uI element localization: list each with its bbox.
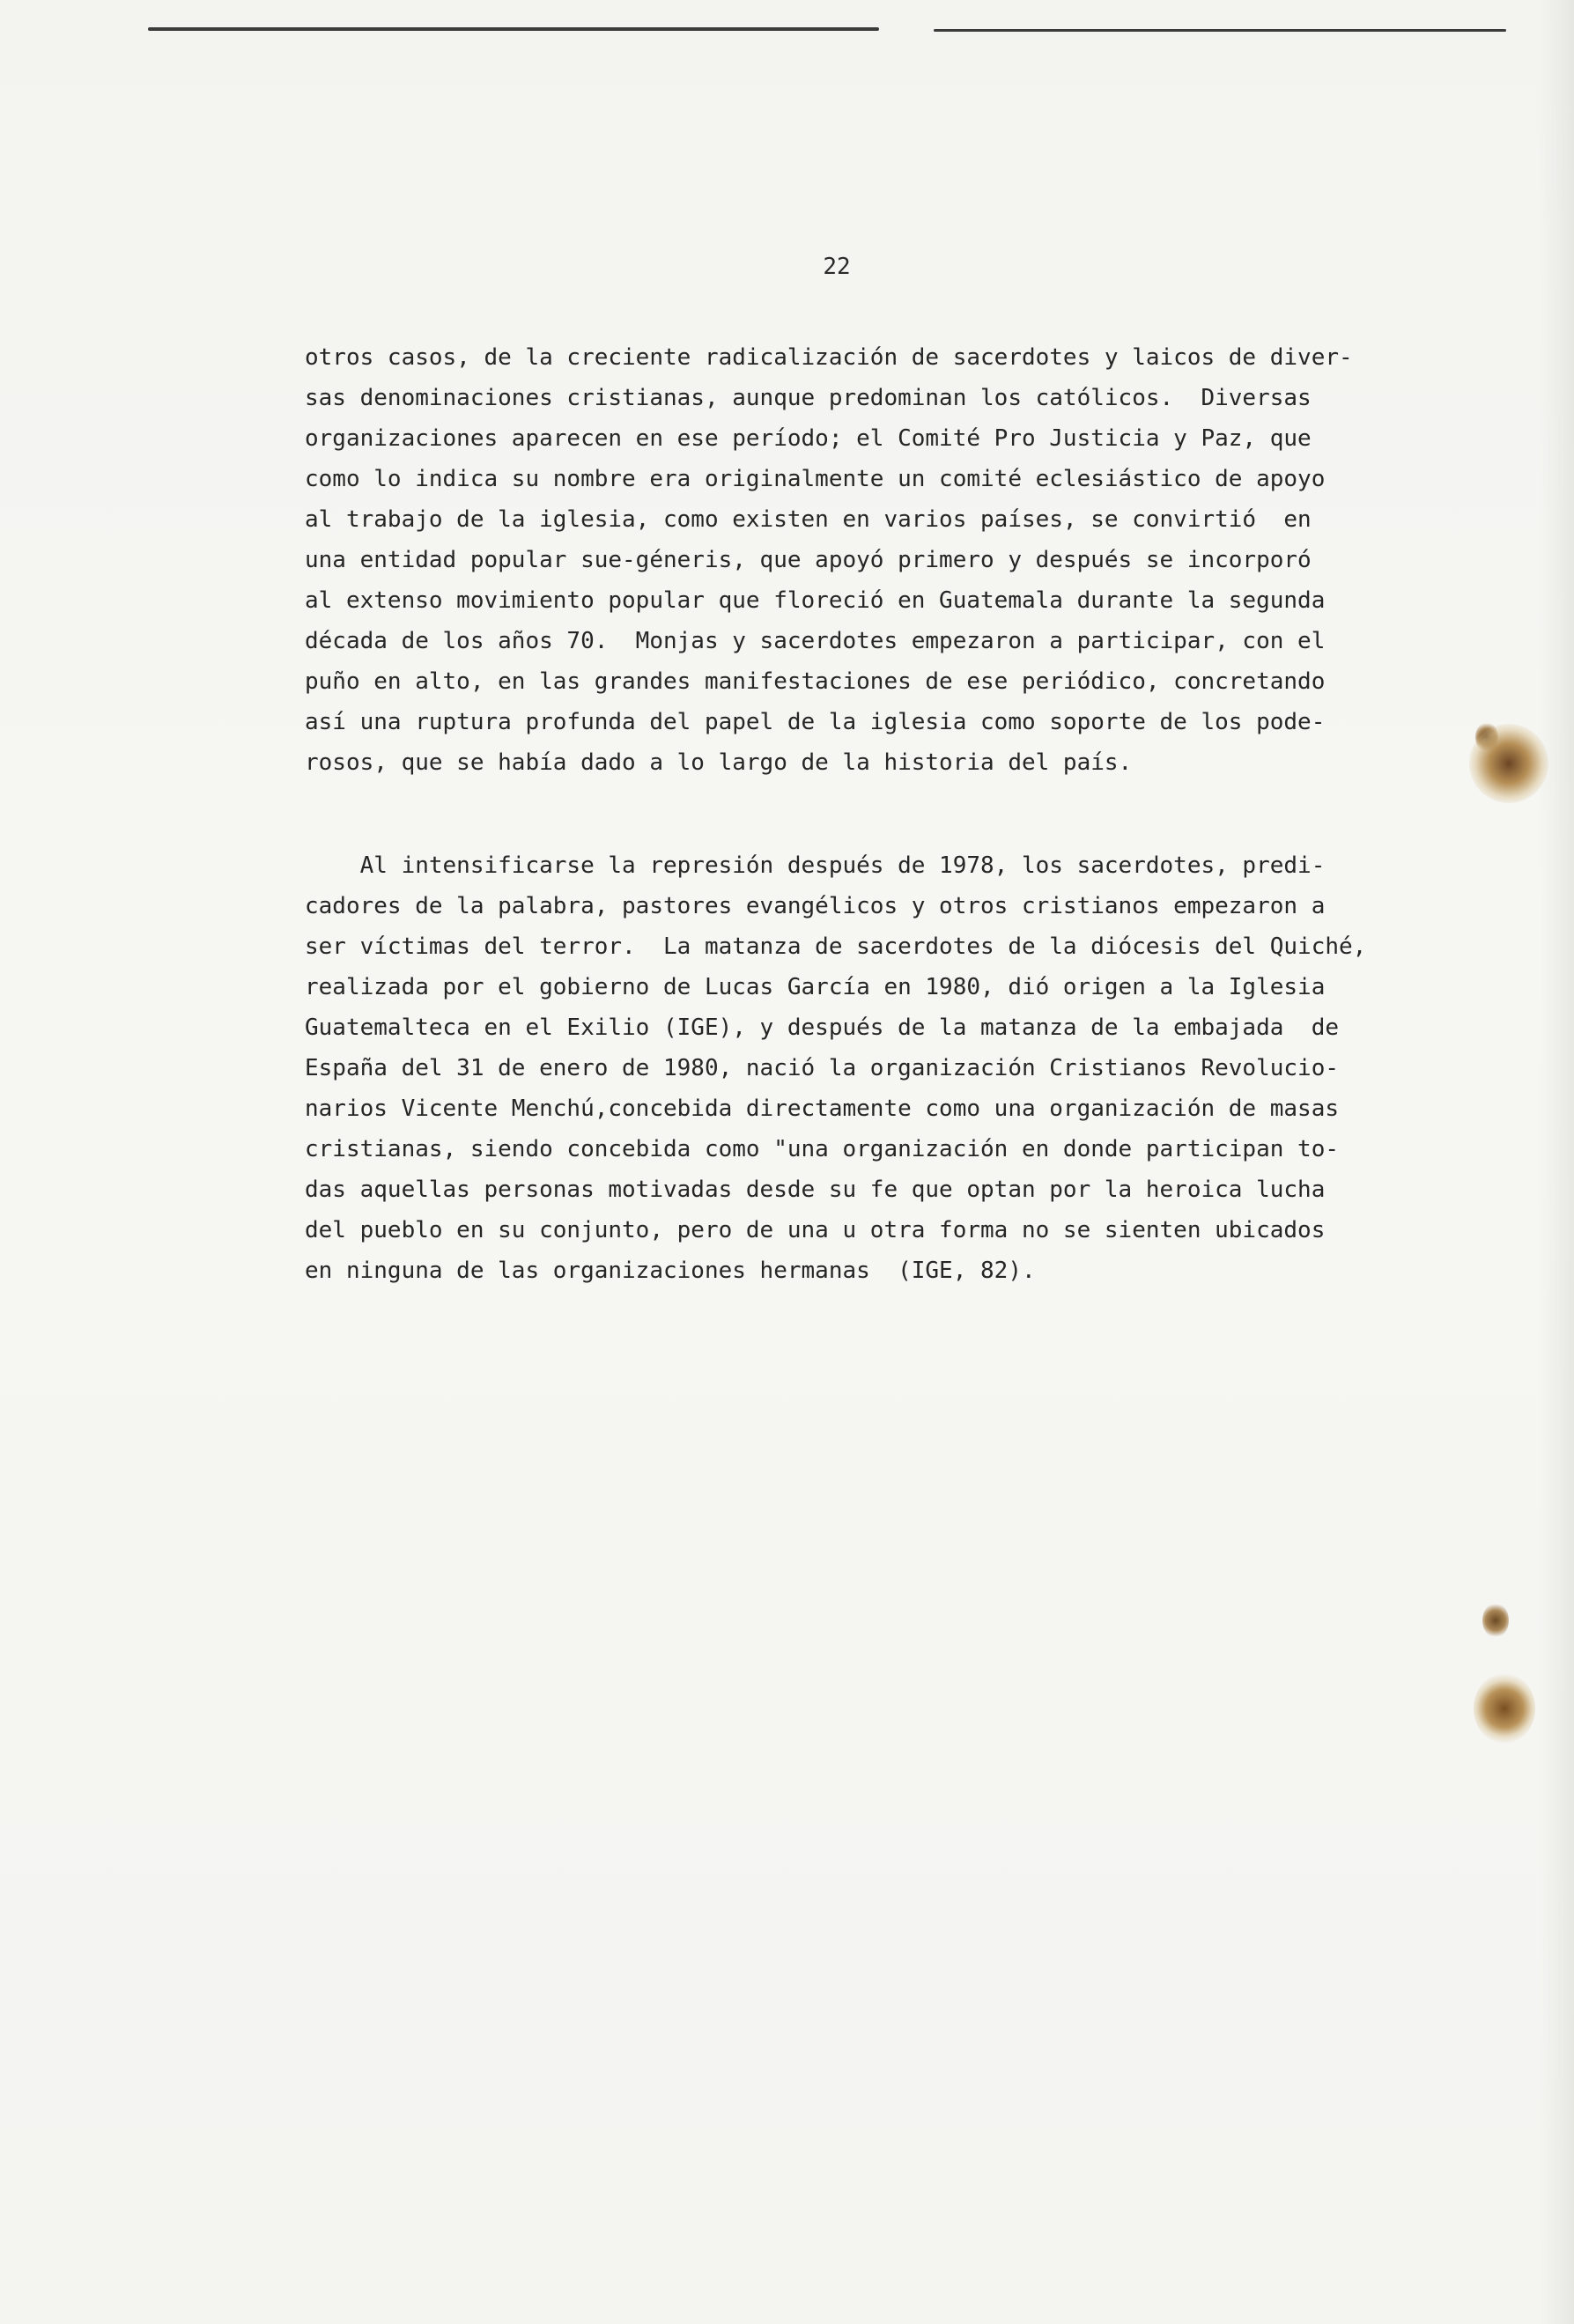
stain-mark [1469,724,1548,803]
text-line: en ninguna de las organizaciones hermanas (IGE, 82). [305,1258,1036,1284]
text-line: puño en alto, en las grandes manifestaciones de ese periódico, concretando [305,668,1326,695]
text-line: al trabajo de la iglesia, como existen en varios países, se convirtió en [305,506,1312,533]
text-line: del pueblo en su conjunto, pero de una u otra forma no se sienten ubicados [305,1217,1326,1243]
text-line: ser víctimas del terror. La matanza de sacerdotes de la diócesis del Quiché, [305,933,1367,960]
paragraph-1 [305,337,1397,783]
text-line: organizaciones aparecen en ese período; el Comité Pro Justicia y Paz, que [305,425,1312,452]
text-line: das aquellas personas motivadas desde su fe que optan por la heroica lucha [305,1177,1326,1203]
text-line: otros casos, de la creciente radicalización de sacerdotes y laicos de diver- [305,344,1353,371]
text-line: Al intensificarse la represión después de 1978, los sacerdotes, predi- [305,852,1326,879]
paragraph-2 [305,845,1397,1291]
text-line: España del 31 de enero de 1980, nació la organización Cristianos Revolucio- [305,1055,1339,1081]
text-line: rosos, que se había dado a lo largo de la historia del país. [305,749,1133,776]
text-line: narios Vicente Menchú,concebida directamente como una organización de masas [305,1096,1339,1122]
page-number: 22 [823,254,851,280]
text-line: al extenso movimiento popular que floreció en Guatemala durante la segunda [305,587,1326,614]
text-line: cadores de la palabra, pastores evangélicos y otros cristianos empezaron a [305,893,1326,919]
stain-mark [1474,1673,1535,1744]
top-rule-right [934,29,1506,32]
stain-mark [1482,1603,1509,1638]
text-line: realizada por el gobierno de Lucas García en 1980, dió origen a la Iglesia [305,974,1326,1000]
text-line: sas denominaciones cristianas, aunque predominan los católicos. Diversas [305,385,1312,411]
top-rule-left [148,27,879,31]
text-line: como lo indica su nombre era originalmente un comité eclesiástico de apoyo [305,466,1326,492]
text-line: Guatemalteca en el Exilio (IGE), y después de la matanza de la embajada de [305,1014,1339,1041]
page-edge-shadow [1539,0,1574,2324]
text-line: una entidad popular sue-géneris, que apoyó primero y después se incorporó [305,547,1312,573]
text-line: cristianas, siendo concebida como "una organización en donde participan to- [305,1136,1339,1162]
text-line: así una ruptura profunda del papel de la iglesia como soporte de los pode- [305,709,1326,735]
text-line: década de los años 70. Monjas y sacerdotes empezaron a participar, con el [305,628,1326,654]
